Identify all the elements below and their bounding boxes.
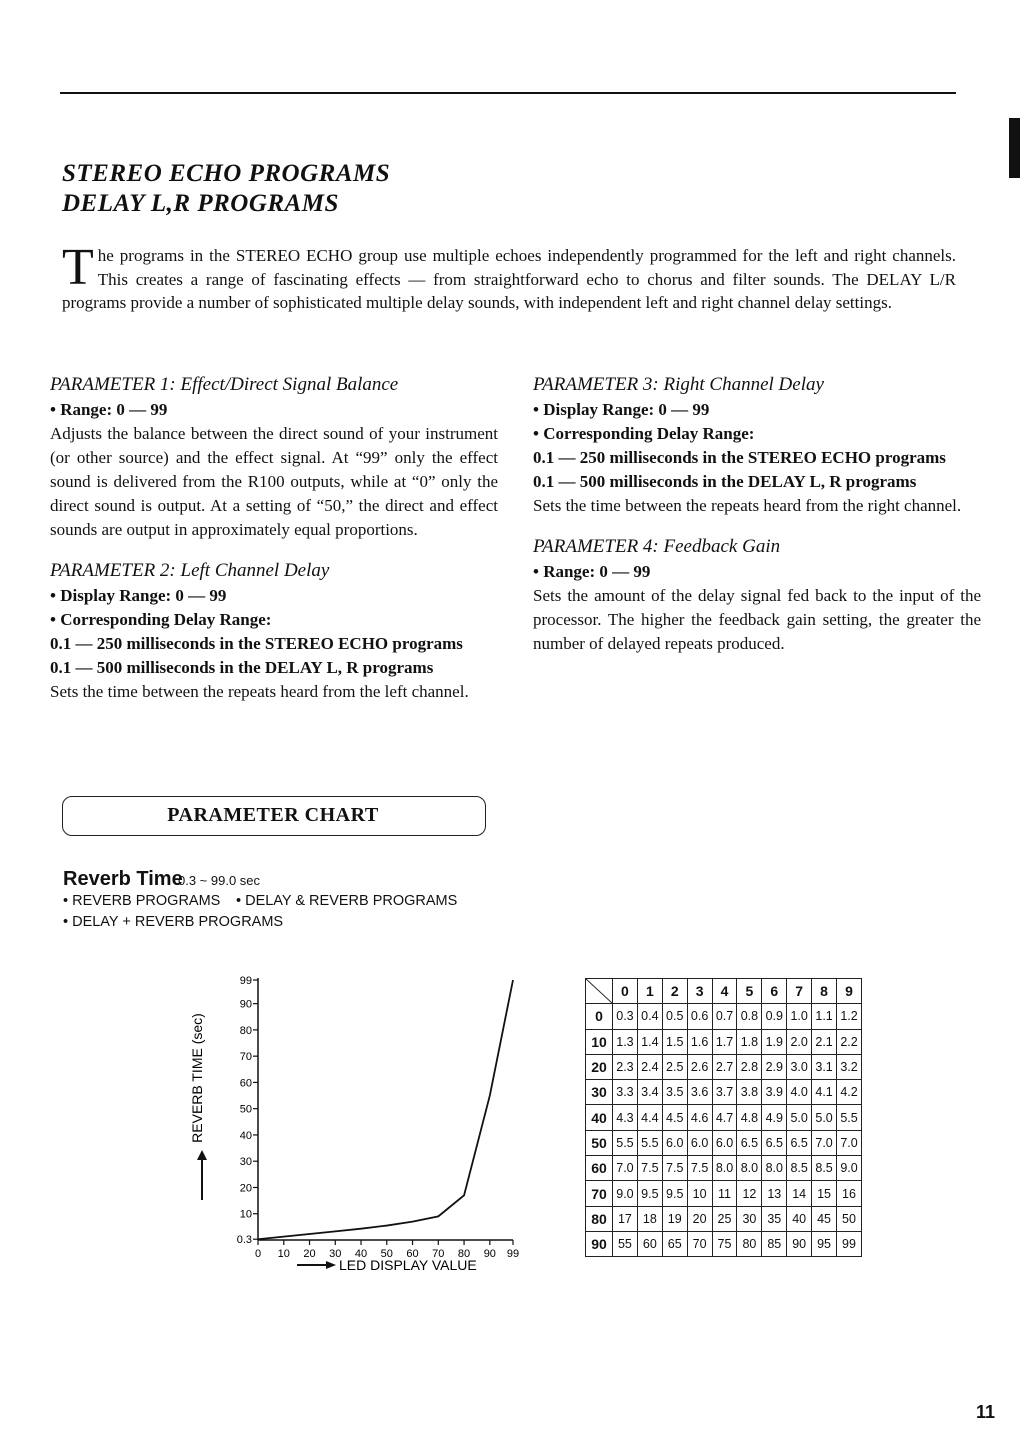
- y-tick-label: 99: [239, 975, 252, 987]
- table-cell: 2.3: [613, 1054, 638, 1079]
- table-cell: 50: [837, 1206, 862, 1231]
- table-row: [586, 1054, 862, 1079]
- x-tick-label: 20: [303, 1248, 316, 1260]
- table-column-header: 5: [737, 979, 762, 1004]
- program-list-1: • REVERB PROGRAMS: [63, 893, 221, 909]
- table-column-header: 8: [812, 979, 837, 1004]
- table-cell: 2.4: [637, 1054, 662, 1079]
- table-cell: 6.0: [662, 1130, 687, 1155]
- table-cell: 1.8: [737, 1029, 762, 1054]
- table-row-header: 30: [586, 1080, 613, 1105]
- table-cell: 3.4: [637, 1080, 662, 1105]
- table-cell: 3.6: [687, 1080, 712, 1105]
- y-tick-label: 40: [239, 1129, 252, 1142]
- table-cell: 3.0: [787, 1054, 812, 1079]
- reverb-time-range: 0.3 ~ 99.0 sec: [178, 873, 261, 888]
- table-cell: 8.5: [812, 1156, 837, 1181]
- table-corner-cell: [586, 979, 613, 1004]
- x-tick-label: 40: [354, 1248, 368, 1260]
- drop-cap: T: [62, 239, 94, 296]
- table-cell: 1.0: [787, 1004, 812, 1029]
- y-tick-label: 50: [239, 1103, 252, 1116]
- y-tick-label: 30: [239, 1156, 252, 1169]
- table-cell: 2.7: [712, 1054, 737, 1079]
- table-cell: 35: [762, 1206, 787, 1231]
- table-column-header: 1: [637, 979, 662, 1004]
- table-cell: 6.0: [712, 1130, 737, 1155]
- table-column-header: 2: [662, 979, 687, 1004]
- table-cell: 0.5: [662, 1004, 687, 1029]
- x-tick-label: 30: [329, 1248, 342, 1260]
- table-cell: 7.0: [837, 1130, 862, 1155]
- table-cell: 4.4: [637, 1105, 662, 1130]
- table-cell: 1.7: [712, 1029, 737, 1054]
- table-cell: 7.5: [662, 1156, 687, 1181]
- table-cell: 60: [637, 1231, 662, 1256]
- table-column-header: 6: [762, 979, 787, 1004]
- x-tick-label: 70: [432, 1248, 445, 1260]
- table-cell: 4.2: [837, 1080, 862, 1105]
- param4-body: Sets the amount of the delay signal fed back to the input of the processor. The higher the feedback gain setting, the greater the number of delayed repeats produced.: [533, 586, 981, 653]
- table-cell: 1.6: [687, 1029, 712, 1054]
- section-title-line1: STEREO ECHO PROGRAMS: [62, 160, 391, 187]
- intro-paragraph: [62, 239, 956, 315]
- table-row: [586, 1105, 862, 1130]
- x-tick-label: 0: [254, 1248, 262, 1260]
- table-cell: 9.0: [613, 1181, 638, 1206]
- table-cell: 90: [787, 1231, 812, 1256]
- table-cell: 0.9: [762, 1004, 787, 1029]
- table-cell: 3.8: [737, 1080, 762, 1105]
- table-cell: 4.0: [787, 1080, 812, 1105]
- chart-series: [258, 980, 513, 1239]
- table-cell: 13: [762, 1181, 787, 1206]
- program-list-3: • DELAY + REVERB PROGRAMS: [63, 914, 284, 930]
- table-cell: 0.8: [737, 1004, 762, 1029]
- table-cell: 8.0: [712, 1156, 737, 1181]
- table-cell: 1.4: [637, 1029, 662, 1054]
- y-tick-label: 70: [239, 1051, 252, 1064]
- param2-corr-label: • Corresponding Delay Range:: [50, 610, 272, 629]
- page-number: 11: [976, 1402, 996, 1422]
- table-row-header: 90: [586, 1231, 613, 1256]
- table-cell: 45: [812, 1206, 837, 1231]
- table-cell: 3.7: [712, 1080, 737, 1105]
- table-row: [586, 1181, 862, 1206]
- x-tick-label: 10: [277, 1248, 290, 1260]
- param2-heading: PARAMETER 2: Left Channel Delay: [50, 560, 330, 581]
- table-cell: 6.5: [737, 1130, 762, 1155]
- x-tick-label: 90: [483, 1248, 496, 1260]
- param4-range: • Range: 0 — 99: [533, 562, 651, 581]
- table-cell: 4.6: [687, 1105, 712, 1130]
- param3-body: Sets the time between the repeats heard from the right channel.: [533, 496, 962, 515]
- y-axis-ticks: [237, 975, 258, 1246]
- y-axis-label: REVERB TIME (sec): [189, 1013, 205, 1143]
- table-cell: 7.0: [812, 1130, 837, 1155]
- table-cell: 3.1: [812, 1054, 837, 1079]
- table-body: [586, 1004, 862, 1257]
- table-cell: 8.0: [762, 1156, 787, 1181]
- y-tick-label: 20: [239, 1182, 252, 1195]
- param3-corr-line2: 0.1 — 500 milliseconds in the DELAY L, R programs: [533, 472, 917, 491]
- table-cell: 14: [787, 1181, 812, 1206]
- table-cell: 8.0: [737, 1156, 762, 1181]
- table-row-header: 80: [586, 1206, 613, 1231]
- right-column: [533, 372, 981, 656]
- table-cell: 0.7: [712, 1004, 737, 1029]
- table-cell: 7.5: [637, 1156, 662, 1181]
- table-row-header: 40: [586, 1105, 613, 1130]
- table-cell: 4.8: [737, 1105, 762, 1130]
- edge-tab-marker: [1009, 118, 1020, 178]
- table-cell: 12: [737, 1181, 762, 1206]
- table-cell: 2.6: [687, 1054, 712, 1079]
- table-cell: 2.5: [662, 1054, 687, 1079]
- table-cell: 7.0: [613, 1156, 638, 1181]
- table-cell: 7.5: [687, 1156, 712, 1181]
- table-cell: 5.5: [613, 1130, 638, 1155]
- table-cell: 5.0: [812, 1105, 837, 1130]
- table-cell: 9.0: [837, 1156, 862, 1181]
- left-column: [50, 372, 498, 704]
- table-cell: 19: [662, 1206, 687, 1231]
- table-row: [586, 1080, 862, 1105]
- table-cell: 15: [812, 1181, 837, 1206]
- table-cell: 1.5: [662, 1029, 687, 1054]
- table-cell: 9.5: [662, 1181, 687, 1206]
- table-cell: 5.5: [637, 1130, 662, 1155]
- table-cell: 85: [762, 1231, 787, 1256]
- table-cell: 1.3: [613, 1029, 638, 1054]
- param3-display-range: • Display Range: 0 — 99: [533, 400, 710, 419]
- table-column-header: 0: [613, 979, 638, 1004]
- table-column-header: 4: [712, 979, 737, 1004]
- table-cell: 3.2: [837, 1054, 862, 1079]
- param2-display-range: • Display Range: 0 — 99: [50, 586, 227, 605]
- param4-heading: PARAMETER 4: Feedback Gain: [533, 536, 781, 557]
- param1-range: • Range: 0 — 99: [50, 400, 168, 419]
- chart-axes: [258, 978, 513, 1240]
- x-tick-label: 99: [506, 1248, 520, 1260]
- table-cell: 11: [712, 1181, 737, 1206]
- x-tick-label: 80: [457, 1248, 471, 1260]
- table-row: [586, 1156, 862, 1181]
- table-cell: 25: [712, 1206, 737, 1231]
- table-cell: 4.5: [662, 1105, 687, 1130]
- table-cell: 0.4: [637, 1004, 662, 1029]
- x-axis-label: LED DISPLAY VALUE: [339, 1257, 477, 1273]
- param3-corr-label: • Corresponding Delay Range:: [533, 424, 755, 443]
- diagonal-slash-icon: [586, 979, 612, 1003]
- table-column-header: 9: [837, 979, 862, 1004]
- table-cell: 2.1: [812, 1029, 837, 1054]
- table-cell: 75: [712, 1231, 737, 1256]
- table-cell: 65: [662, 1231, 687, 1256]
- y-tick-label: 60: [239, 1077, 252, 1090]
- table-cell: 1.1: [812, 1004, 837, 1029]
- table-cell: 9.5: [637, 1181, 662, 1206]
- param2-body: Sets the time between the repeats heard from the left channel.: [50, 682, 469, 701]
- table-cell: 5.0: [787, 1105, 812, 1130]
- y-tick-label: 90: [239, 998, 252, 1011]
- table-row-header: 0: [586, 1004, 613, 1029]
- reverb-time-title: Reverb Time: [63, 868, 183, 890]
- intro-text: he programs in the STEREO ECHO group use multiple echoes independently programmed for the left and right channels. This creates a range of fascinating effects — from straightforward echo to chorus and filter sounds. The DELAY L/R programs provide a number of sophisticated multiple delay sounds, with independent left and right channel delay settings.: [62, 246, 956, 312]
- table-cell: 10: [687, 1181, 712, 1206]
- table-row: [586, 1206, 862, 1231]
- table-cell: 0.3: [613, 1004, 638, 1029]
- table-cell: 99: [837, 1231, 862, 1256]
- table-row-header: 70: [586, 1181, 613, 1206]
- table-cell: 1.2: [837, 1004, 862, 1029]
- section-title-line2: DELAY L,R PROGRAMS: [62, 190, 339, 217]
- table-cell: 2.8: [737, 1054, 762, 1079]
- table-row: [586, 1029, 862, 1054]
- param3-corr-line1: 0.1 — 250 milliseconds in the STEREO ECHO programs: [533, 448, 946, 467]
- param2-corr-line1: 0.1 — 250 milliseconds in the STEREO ECHO programs: [50, 634, 463, 653]
- table-row: [586, 1130, 862, 1155]
- table-cell: 55: [613, 1231, 638, 1256]
- reverb-time-line: [258, 980, 513, 1239]
- table-row-header: 20: [586, 1054, 613, 1079]
- table-cell: 1.9: [762, 1029, 787, 1054]
- table-cell: 3.9: [762, 1080, 787, 1105]
- table-cell: 18: [637, 1206, 662, 1231]
- table-cell: 2.2: [837, 1029, 862, 1054]
- x-axis-arrow-icon: [297, 1261, 336, 1269]
- table-column-header: 7: [787, 979, 812, 1004]
- reverb-time-chart: [180, 960, 540, 1280]
- table-cell: 4.7: [712, 1105, 737, 1130]
- table-row-header: 60: [586, 1156, 613, 1181]
- top-rule: [60, 92, 956, 94]
- param3-heading: PARAMETER 3: Right Channel Delay: [533, 374, 824, 395]
- table-cell: 4.1: [812, 1080, 837, 1105]
- table-cell: 6.5: [762, 1130, 787, 1155]
- table-row: [586, 1231, 862, 1256]
- table-cell: 3.5: [662, 1080, 687, 1105]
- table-row: [586, 1004, 862, 1029]
- parameter-chart-title: PARAMETER CHART: [167, 804, 379, 826]
- table-cell: 70: [687, 1231, 712, 1256]
- table-cell: 4.3: [613, 1105, 638, 1130]
- table-cell: 40: [787, 1206, 812, 1231]
- table-cell: 3.3: [613, 1080, 638, 1105]
- table-cell: 5.5: [837, 1105, 862, 1130]
- table-cell: 95: [812, 1231, 837, 1256]
- x-tick-label: 50: [380, 1248, 393, 1260]
- table-cell: 2.9: [762, 1054, 787, 1079]
- table-cell: 16: [837, 1181, 862, 1206]
- table-cell: 20: [687, 1206, 712, 1231]
- y-axis-arrow-icon: [197, 1150, 207, 1200]
- x-tick-label: 60: [406, 1248, 419, 1260]
- table-cell: 17: [613, 1206, 638, 1231]
- parameter-table: [585, 978, 862, 1257]
- param2-corr-line2: 0.1 — 500 milliseconds in the DELAY L, R programs: [50, 658, 434, 677]
- program-list-2: • DELAY & REVERB PROGRAMS: [236, 893, 458, 909]
- table-cell: 0.6: [687, 1004, 712, 1029]
- param1-body: Adjusts the balance between the direct sound of your instrument (or other source) and the effect signal. At “99” only the effect sound is delivered from the R100 outputs, while at “0” only the direct sound is output. At a setting of “50,” the direct and effect sounds are output in approximately equal proportions.: [50, 424, 498, 539]
- table-cell: 6.0: [687, 1130, 712, 1155]
- table-cell: 80: [737, 1231, 762, 1256]
- table-header-row: [586, 979, 862, 1004]
- table-cell: 8.5: [787, 1156, 812, 1181]
- y-tick-label: 0.3: [236, 1234, 252, 1247]
- y-tick-label: 80: [239, 1024, 252, 1037]
- y-tick-label: 10: [239, 1208, 252, 1221]
- table-cell: 4.9: [762, 1105, 787, 1130]
- table-row-header: 10: [586, 1029, 613, 1054]
- table-column-header: 3: [687, 979, 712, 1004]
- table-cell: 6.5: [787, 1130, 812, 1155]
- table-cell: 2.0: [787, 1029, 812, 1054]
- table-cell: 30: [737, 1206, 762, 1231]
- table-row-header: 50: [586, 1130, 613, 1155]
- param1-heading: PARAMETER 1: Effect/Direct Signal Balance: [50, 374, 399, 395]
